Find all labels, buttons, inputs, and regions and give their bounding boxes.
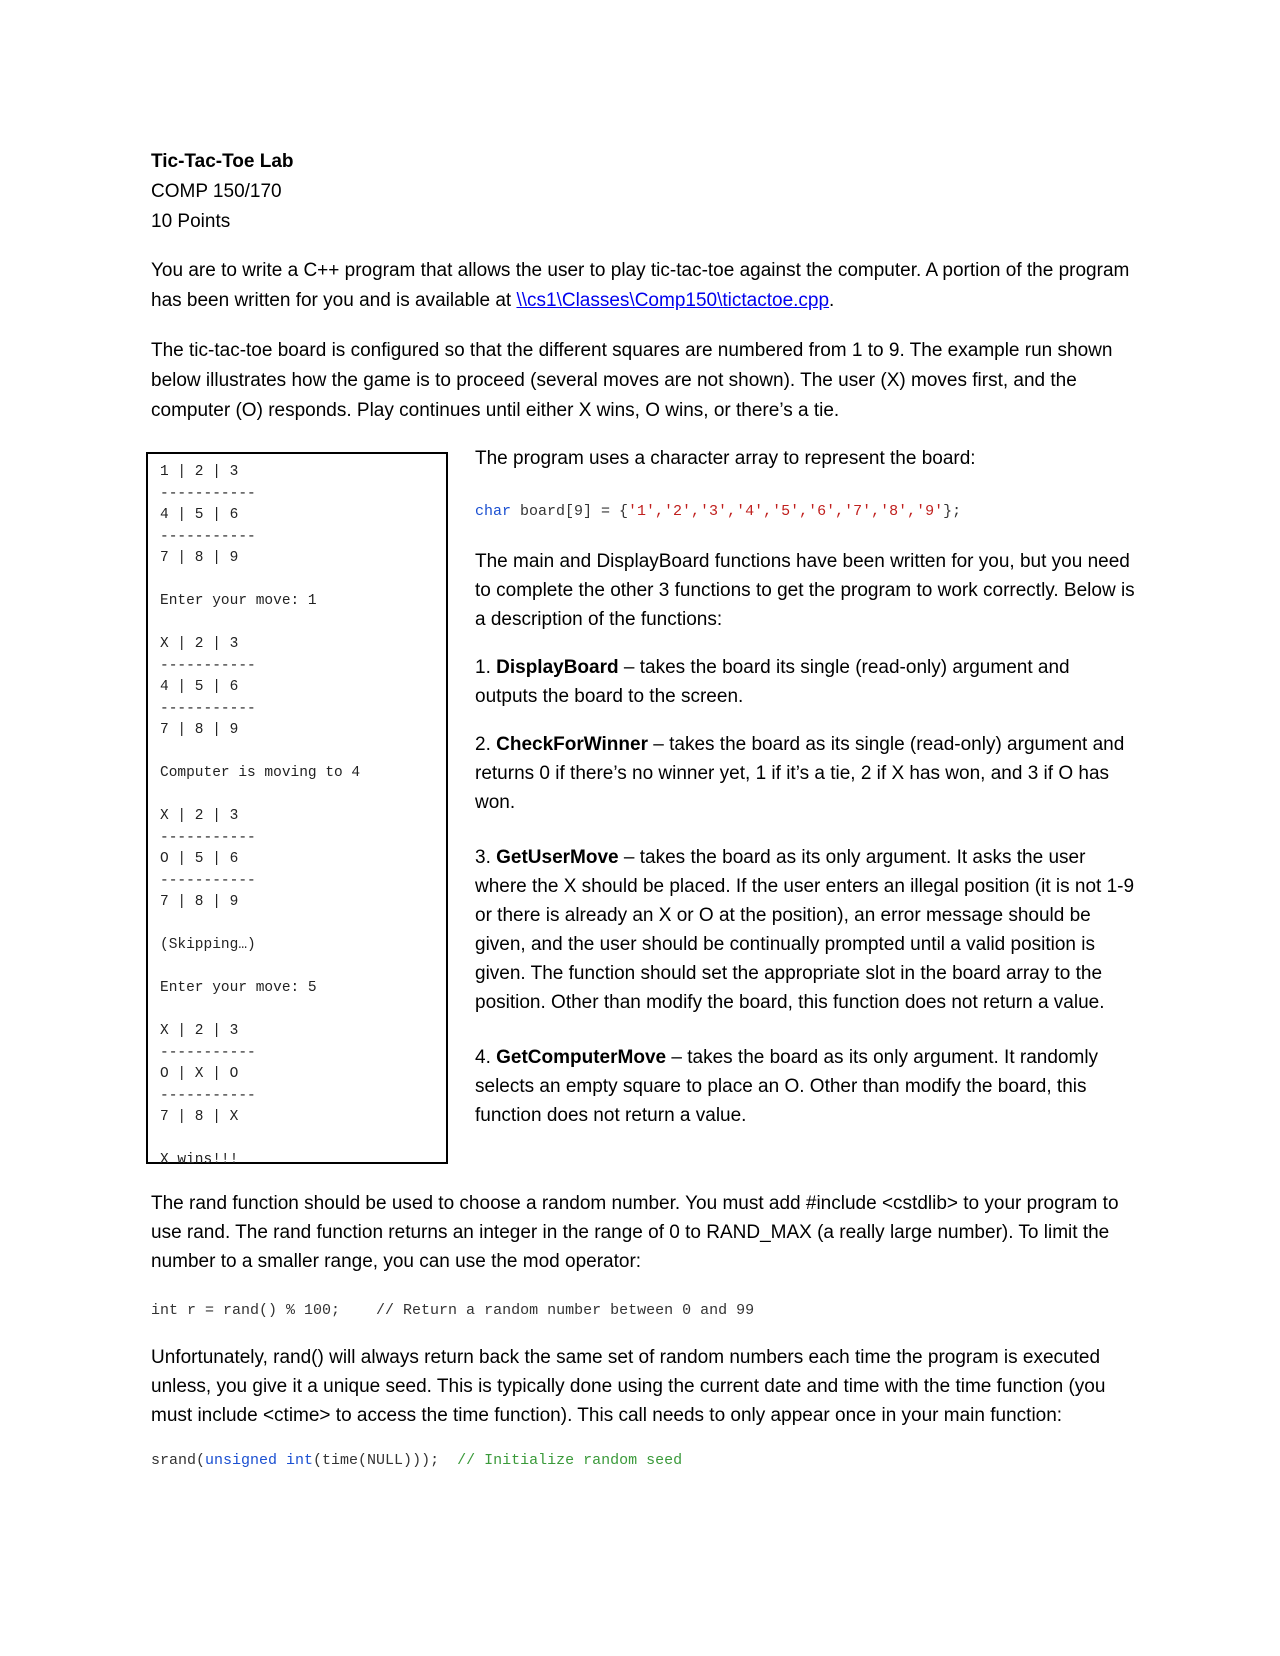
console-blank-line	[160, 1000, 434, 1022]
course-label: COMP 150/170	[151, 181, 282, 202]
f3-text: – takes the board as its only argument. It asks the user where the X should be placed. If the user enters an illegal position (it is not 1-9 or there is already an X or O at the position), an error message should be given, and the user should be continually prompted until a valid position is given. The function should set the appropriate slot in the board array to the position. Other than modify the board, this function does not return a value.	[475, 847, 1135, 1013]
seed-paragraph: Unfortunately, rand() will always return back the same set of random numbers each time the program is executed unless, you give it a unique seed. This is typically done using the current date and time with the time function (you must include <ctime> to access the time function). This call needs to only appear once in your main function:	[151, 1347, 1106, 1426]
code-keyword: char	[475, 503, 512, 520]
console-divider: -----------	[160, 1044, 256, 1061]
function-descriptions	[475, 444, 1135, 1130]
function-checkforwinner	[475, 730, 1135, 817]
f3-name: GetUserMove	[496, 847, 619, 868]
function-getusermove	[475, 843, 1135, 1017]
code-string-values: '1','2','3','4','5','6','7','8','9'	[628, 503, 944, 520]
board-intro-paragraph: The tic-tac-toe board is configured so that the different squares are numbered from 1 to 9. The example run shown below illustrates how the game is to proceed (several moves are not shown). The user (X) moves first, and the computer (O) responds. Play continues until either X wins, O wins, or there’s a tie.	[151, 340, 1113, 421]
f4-name: GetComputerMove	[496, 1047, 667, 1068]
f3-number: 3.	[475, 847, 497, 868]
f1-number: 1.	[475, 657, 497, 678]
console-line: O | 5 | 6	[160, 851, 239, 867]
seed-code-end: (time(NULL)));	[313, 1452, 440, 1469]
console-line: O | X | O	[160, 1066, 239, 1082]
console-divider: -----------	[160, 1087, 256, 1104]
console-blank-line	[160, 742, 434, 764]
console-line: 7 | 8 | 9	[160, 894, 239, 910]
document-header	[151, 147, 1131, 237]
f4-number: 4.	[475, 1047, 497, 1068]
rand-code-statement: int r = rand() % 100;	[151, 1302, 341, 1319]
intro-text: You are to write a C++ program that allows the user to play tic-tac-toe against the computer. A portion of the program has been written for you and is available at	[151, 260, 1130, 311]
f1-name: DisplayBoard	[496, 657, 619, 678]
console-divider: -----------	[160, 528, 256, 545]
function-getcomputermove	[475, 1043, 1135, 1130]
console-line: 7 | 8 | 9	[160, 722, 239, 738]
console-blank-line	[160, 785, 434, 807]
f4-text: – takes the board as its only argument. It randomly selects an empty square to place an O. Other than modify the board, this function does not return a value.	[475, 1047, 1099, 1126]
code-declaration: board[9] = {	[511, 503, 629, 520]
rand-section	[151, 1189, 1131, 1475]
console-line: (Skipping…)	[160, 937, 256, 953]
seed-code	[151, 1446, 1131, 1475]
intro-paragraph	[151, 256, 1131, 316]
console-line: X wins!!!	[160, 1152, 239, 1168]
console-line: Computer is moving to 4	[160, 765, 361, 781]
board-array-code	[475, 497, 1135, 526]
console-line: 4 | 5 | 6	[160, 507, 239, 523]
f2-number: 2.	[475, 734, 497, 755]
f2-name: CheckForWinner	[496, 734, 648, 755]
console-divider: -----------	[160, 829, 256, 846]
console-blank-line	[160, 957, 434, 979]
f2-text: – takes the board as its single (read-only) argument and returns 0 if there’s no winner yet, 1 if it’s a tie, 2 if X has won, and 3 if O has won.	[475, 734, 1125, 813]
intro-text-end: .	[829, 290, 835, 311]
console-line: X | 2 | 3	[160, 636, 239, 652]
console-blank-line	[160, 570, 434, 592]
console-line: 7 | 8 | 9	[160, 550, 239, 566]
console-divider: -----------	[160, 657, 256, 674]
console-divider: -----------	[160, 485, 256, 502]
rand-code	[151, 1296, 1131, 1325]
console-blank-line	[160, 914, 434, 936]
console-line: Enter your move: 1	[160, 593, 317, 609]
rand-code-comment: // Return a random number between 0 and 99	[376, 1302, 755, 1319]
console-blank-line	[160, 1129, 434, 1151]
console-line: 4 | 5 | 6	[160, 679, 239, 695]
array-intro: The program uses a character array to represent the board:	[475, 448, 976, 469]
points-label: 10 Points	[151, 211, 231, 232]
functions-intro: The main and DisplayBoard functions have been written for you, but you need to complete the other 3 functions to get the program to work correctly. Below is a description of the functions:	[475, 551, 1135, 630]
rand-paragraph: The rand function should be used to choose a random number. You must add #include <cstdlib> to your program to use rand. The rand function returns an integer in the range of 0 to RAND_MAX (a really large number). To limit the number to a smaller range, you can use the mod operator:	[151, 1193, 1119, 1272]
example-run-console	[146, 452, 448, 1168]
f1-text: – takes the board its single (read-only) argument and outputs the board to the screen.	[475, 657, 1070, 707]
console-line: 1 | 2 | 3	[160, 464, 239, 480]
console-divider: -----------	[160, 872, 256, 889]
seed-code-keyword: unsigned int	[205, 1452, 314, 1469]
console-line: 7 | 8 | X	[160, 1109, 239, 1125]
seed-code-comment: // Initialize random seed	[457, 1452, 683, 1469]
console-divider: -----------	[160, 700, 256, 717]
function-displayboard	[475, 653, 1135, 711]
console-blank-line	[160, 613, 434, 635]
source-file-link[interactable]: \\cs1\Classes\Comp150\tictactoe.cpp	[516, 290, 830, 311]
seed-code-start: srand(	[151, 1452, 206, 1469]
code-close: };	[943, 503, 962, 520]
page-title: Tic-Tac-Toe Lab	[151, 151, 294, 172]
document-page	[151, 147, 1135, 1475]
console-line: Enter your move: 5	[160, 980, 317, 996]
example-section	[151, 444, 1135, 1189]
console-line: X | 2 | 3	[160, 1023, 239, 1039]
console-line: X | 2 | 3	[160, 808, 239, 824]
